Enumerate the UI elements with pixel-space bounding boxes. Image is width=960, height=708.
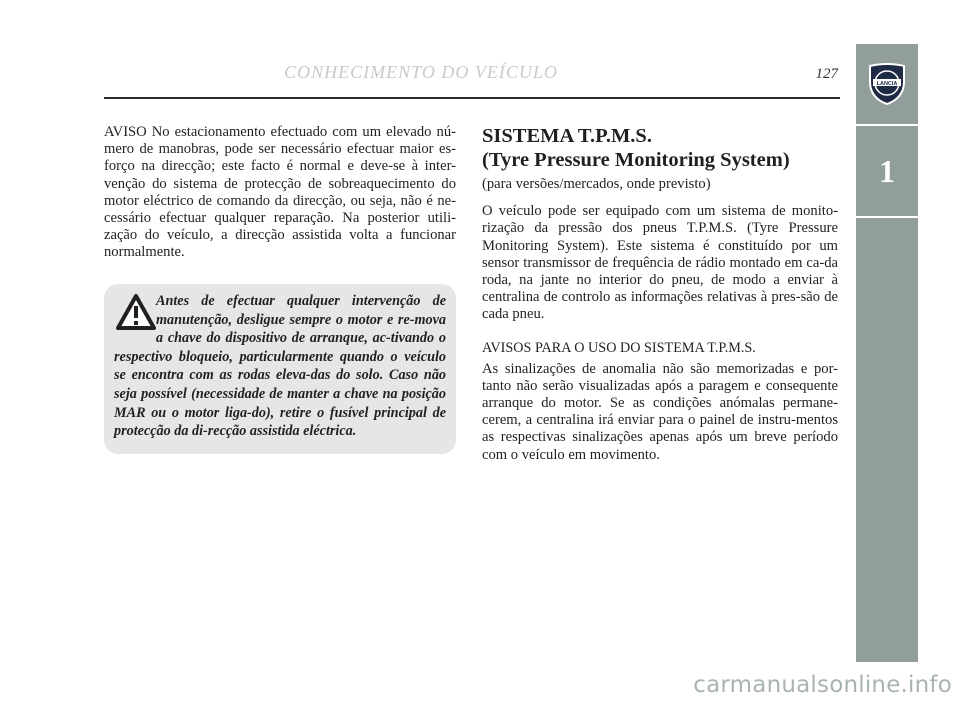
header-rule: [104, 97, 840, 99]
aviso-paragraph: AVISO No estacionamento efectuado com um elevado nú-mero de manobras, pode ser necessário efectuar maior es-forço na direcção; este facto é normal e deve-se à inter-venção do sistema de protecção de sobreaquecimento do motor eléctrico de comando da direcção, ou seja, não é ne-cessário efectuar qualquer reparação. Na posterior utili-zação do veículo, a direcção assistida volta a funcionar normalmente.: [104, 124, 456, 261]
tpms-warnings-paragraph: As sinalizações de anomalia não são memorizadas e por-tanto não serão visualizadas após a paragem e consequente arranque do motor. Se as condições anómalas permane-cerem, a centralina irá enviar para o painel de instru-mentos as respectivas sinalizações apenas após um breve período com o veículo em movimento.: [482, 360, 838, 463]
chapter-side-tab[interactable]: [856, 44, 918, 662]
page-number: 127: [815, 66, 838, 82]
left-column: [104, 124, 456, 262]
lancia-logo: [856, 44, 918, 124]
tpms-subheading: AVISOS PARA O USO DO SISTEMA T.P.M.S.: [482, 339, 756, 356]
section-title: [482, 124, 838, 172]
tab-divider: [856, 216, 918, 218]
right-column: [482, 124, 838, 464]
watermark: carmanualsonline.info: [693, 672, 952, 698]
warning-text: Antes de efectuar qualquer intervenção de manutenção, desligue sempre o motor e re-mova a chave do dispositivo de arranque, ac-tivando o respectivo bloqueio, particularmente quando o veículo se encontra com as rodas eleva-das do solo. Caso não seja possível (necessidade de manter a chave na posição MAR ou o motor liga-do), retire o fusível principal de protecção da di-recção assistida eléctrica.: [114, 293, 446, 440]
lancia-shield-icon: [867, 62, 907, 106]
section-subtitle: (para versões/mercados, onde previsto): [482, 176, 711, 192]
chapter-number: 1: [879, 153, 895, 189]
section-title-line2: (Tyre Pressure Monitoring System): [482, 149, 790, 171]
header-title: CONHECIMENTO DO VEÍCULO: [284, 62, 558, 82]
section-title-line1: SISTEMA T.P.M.S.: [482, 125, 652, 147]
tpms-paragraph: O veículo pode ser equipado com um sistema de monito-rização da pressão dos pneus T.P.M.S. (Tyre Pressure Monitoring System). Este sistema é constituído por um sensor transmissor de frequência de rádio montado em ca-da roda, na jante no interior do pneu, de modo a enviar à centralina de controlo as informações relativas à pres-são de cada pneu.: [482, 203, 838, 323]
warning-box: [104, 284, 456, 454]
logo-text: LANCIA: [876, 81, 898, 87]
